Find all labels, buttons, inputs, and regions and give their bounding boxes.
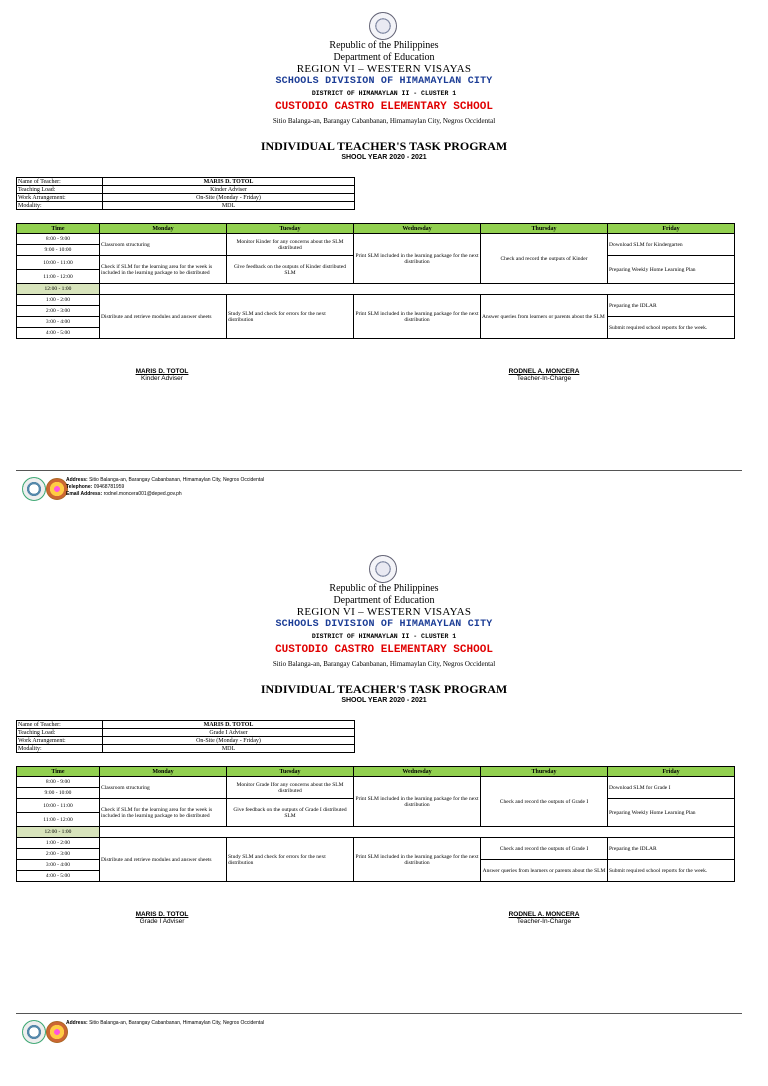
teacher-name: MARIS D. TOTOL [103, 721, 355, 729]
col-time: Time [17, 224, 100, 234]
lunch-slot: 12:00 - 1:00 [17, 284, 100, 295]
label-name: Name of Teacher: [17, 721, 103, 729]
time-slot: 9:00 - 10:00 [17, 245, 100, 256]
signatory-name: MARIS D. TOTOL [135, 911, 189, 918]
col-wednesday: Wednesday [354, 224, 481, 234]
work-arrangement: On-Site (Monday - Friday) [103, 194, 355, 202]
label-work: Work Arrangement: [17, 194, 103, 202]
department-line: Department of Education [333, 52, 435, 63]
time-slot: 11:00 - 12:00 [17, 813, 100, 827]
monday-task: Check if SLM for the learning area for the week is included in the learning package to be distributed [100, 799, 227, 827]
time-slot: 10:00 - 11:00 [17, 799, 100, 813]
col-tuesday: Tuesday [227, 224, 354, 234]
time-slot: 4:00 - 5:00 [17, 871, 100, 882]
friday-task: Preparing Weekly Home Learning Plan [608, 256, 735, 284]
signatory-name: RODNEL A. MONCERA [508, 368, 580, 375]
tuesday-task: Study SLM and check for errors for the next distribution [227, 838, 354, 882]
school-address: Sitio Balanga-an, Barangay Cabanbanan, Himamaylan City, Negros Occidental [272, 660, 496, 668]
signatory-name: MARIS D. TOTOL [135, 368, 189, 375]
time-slot: 11:00 - 12:00 [17, 270, 100, 284]
thursday-task: Check and record the outputs of Kinder [481, 234, 608, 284]
document-title: INDIVIDUAL TEACHER'S TASK PROGRAM [260, 682, 508, 696]
lunch-row [100, 827, 735, 838]
friday-task: Preparing Weekly Home Learning Plan [608, 799, 735, 827]
friday-task: Download SLM for Grade I [608, 777, 735, 799]
signatory-role: Teacher-In-Charge [516, 918, 572, 925]
thursday-task: Check and record the outputs of Grade I [481, 838, 608, 860]
thursday-task: Answer queries from learners or parents about the SLM [481, 295, 608, 339]
time-slot: 4:00 - 5:00 [17, 328, 100, 339]
lunch-slot: 12:00 - 1:00 [17, 827, 100, 838]
region-line: REGION VI – WESTERN VISAYAS [296, 63, 472, 75]
friday-task: Preparing the IDLAR [608, 295, 735, 317]
republic-line: Republic of the Philippines [329, 40, 439, 51]
schedule-table [16, 766, 735, 882]
teacher-name: MARIS D. TOTOL [103, 178, 355, 186]
friday-task: Submit required school reports for the week. [608, 860, 735, 882]
wednesday-task: Print SLM included in the learning package for the next distribution [354, 777, 481, 827]
label-load: Teaching Load: [17, 729, 103, 737]
document-title: INDIVIDUAL TEACHER'S TASK PROGRAM [260, 139, 508, 153]
region-line: REGION VI – WESTERN VISAYAS [296, 606, 472, 618]
teacher-info-table [16, 720, 355, 753]
time-slot: 1:00 - 2:00 [17, 838, 100, 849]
footer-divider [16, 470, 742, 471]
division-line: SCHOOLS DIVISION OF HIMAMAYLAN CITY [275, 619, 493, 630]
footer-divider [16, 1013, 742, 1014]
department-line: Department of Education [333, 595, 435, 606]
col-wednesday: Wednesday [354, 767, 481, 777]
time-slot: 2:00 - 3:00 [17, 849, 100, 860]
footer-contact: Address: Sitio Balanga-an, Barangay Cabanbanan, Himamaylan City, Negros Occidental Telephone: 09468781959 Email Address: rodnel.moncera001@deped.gov.ph [66, 477, 265, 497]
monday-task: Classroom structuring [100, 777, 227, 799]
time-slot: 8:00 - 9:00 [17, 777, 100, 788]
label-load: Teaching Load: [17, 186, 103, 194]
teaching-load: Kinder Adviser [103, 186, 355, 194]
footer-address: Sitio Balanga-an, Barangay Cabanbanan, Himamaylan City, Negros Occidental [89, 477, 265, 483]
school-year: SHOOL YEAR 2020 - 2021 [341, 697, 427, 704]
school-name: CUSTODIO CASTRO ELEMENTARY SCHOOL [275, 101, 493, 113]
modality: MDL [103, 202, 355, 210]
school-logo-icon [46, 478, 68, 500]
school-name: CUSTODIO CASTRO ELEMENTARY SCHOOL [275, 644, 493, 656]
deped-logo-icon [22, 477, 46, 501]
deped-seal-icon [369, 555, 397, 583]
work-arrangement: On-Site (Monday - Friday) [103, 737, 355, 745]
footer-address: Sitio Balanga-an, Barangay Cabanbanan, Himamaylan City, Negros Occidental [89, 1020, 265, 1026]
col-tuesday: Tuesday [227, 767, 354, 777]
friday-task: Submit required school reports for the week. [608, 317, 735, 339]
monday-task: Check if SLM for the learning area for the week is included in the learning package to be distributed [100, 256, 227, 284]
time-slot: 3:00 - 4:00 [17, 860, 100, 871]
district-line: DISTRICT OF HIMAMAYLAN II - CLUSTER 1 [311, 633, 457, 640]
head-signature [494, 368, 594, 382]
wednesday-task: Print SLM included in the learning package for the next distribution [354, 295, 481, 339]
deped-seal-icon [369, 12, 397, 40]
footer-phone: 09468781959 [93, 484, 125, 490]
time-slot: 3:00 - 4:00 [17, 317, 100, 328]
friday-task: Download SLM for Kindergarten [608, 234, 735, 256]
school-logo-icon [46, 1021, 68, 1043]
label-work: Work Arrangement: [17, 737, 103, 745]
label-modality: Modality: [17, 745, 103, 753]
footer-email: rodnel.moncera001@deped.gov.ph [103, 491, 182, 497]
signatory-role: Teacher-In-Charge [516, 375, 572, 382]
lunch-row [100, 284, 735, 295]
school-year: SHOOL YEAR 2020 - 2021 [341, 154, 427, 161]
teaching-load: Grade I Adviser [103, 729, 355, 737]
modality: MDL [103, 745, 355, 753]
signatory-name: RODNEL A. MONCERA [508, 911, 580, 918]
thursday-task: Answer queries from learners or parents about the SLM [481, 860, 608, 882]
tuesday-task: Monitor Grade Ifor any concerns about the SLM distributed [227, 777, 354, 799]
col-monday: Monday [100, 767, 227, 777]
time-slot: 9:00 - 10:00 [17, 788, 100, 799]
monday-task: Distribute and retrieve modules and answer sheets [100, 838, 227, 882]
head-signature [494, 911, 594, 925]
monday-task: Distribute and retrieve modules and answer sheets [100, 295, 227, 339]
monday-task: Classroom structuring [100, 234, 227, 256]
friday-task: Preparing the IDLAR [608, 838, 735, 860]
tuesday-task: Study SLM and check for errors for the next distribution [227, 295, 354, 339]
wednesday-task: Print SLM included in the learning package for the next distribution [354, 838, 481, 882]
schedule-table [16, 223, 735, 339]
col-time: Time [17, 767, 100, 777]
signatory-role: Kinder Adviser [141, 375, 183, 382]
school-address: Sitio Balanga-an, Barangay Cabanbanan, Himamaylan City, Negros Occidental [272, 117, 496, 125]
teacher-signature [112, 368, 212, 382]
time-slot: 10:00 - 11:00 [17, 256, 100, 270]
teacher-info-table [16, 177, 355, 210]
time-slot: 2:00 - 3:00 [17, 306, 100, 317]
label-name: Name of Teacher: [17, 178, 103, 186]
col-friday: Friday [608, 224, 735, 234]
wednesday-task: Print SLM included in the learning package for the next distribution [354, 234, 481, 284]
thursday-task: Check and record the outputs of Grade I [481, 777, 608, 827]
time-slot: 1:00 - 2:00 [17, 295, 100, 306]
time-slot: 8:00 - 9:00 [17, 234, 100, 245]
tuesday-task: Give feedback on the outputs of Kinder distributed SLM [227, 256, 354, 284]
republic-line: Republic of the Philippines [329, 583, 439, 594]
label-modality: Modality: [17, 202, 103, 210]
col-thursday: Thursday [481, 224, 608, 234]
division-line: SCHOOLS DIVISION OF HIMAMAYLAN CITY [275, 76, 493, 87]
col-thursday: Thursday [481, 767, 608, 777]
tuesday-task: Give feedback on the outputs of Grade I distributed SLM [227, 799, 354, 827]
footer-contact: Address: Sitio Balanga-an, Barangay Cabanbanan, Himamaylan City, Negros Occidental [66, 1020, 265, 1026]
col-monday: Monday [100, 224, 227, 234]
signatory-role: Grade I Adviser [139, 918, 185, 925]
page-grade-one [0, 543, 768, 1086]
tuesday-task: Monitor Kinder for any concerns about the SLM distributed [227, 234, 354, 256]
teacher-signature [112, 911, 212, 925]
district-line: DISTRICT OF HIMAMAYLAN II - CLUSTER 1 [311, 90, 457, 97]
col-friday: Friday [608, 767, 735, 777]
